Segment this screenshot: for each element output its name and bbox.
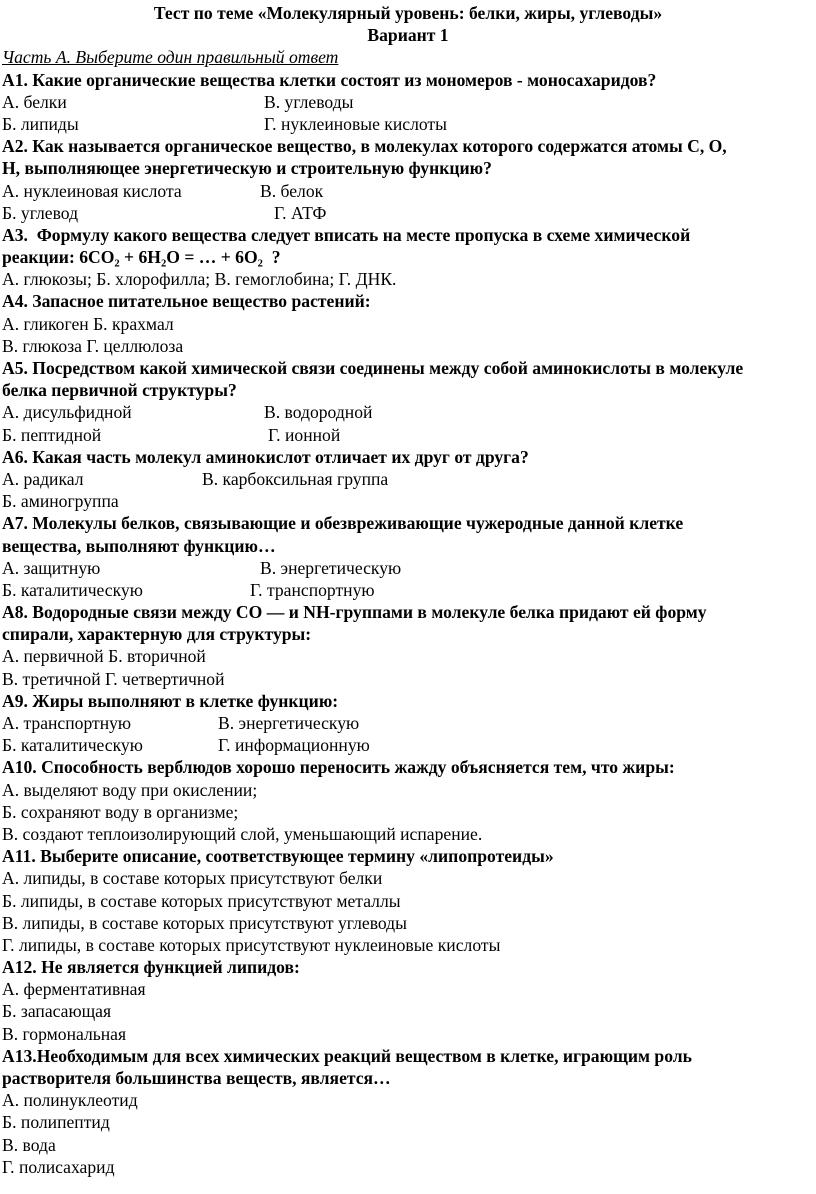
- answer-option: А. гликоген Б. крахмал: [2, 313, 174, 334]
- question-text: А11. Выберите описание, соответствующее термину «липопротеиды»: [2, 846, 554, 867]
- question-text: А13.Необходимым для всех химических реакций веществом в клетке, играющим роль: [2, 1045, 692, 1066]
- answer-row: [2, 912, 814, 934]
- answer-row: [2, 867, 814, 889]
- question-text: А4. Запасное питательное вещество растений:: [2, 291, 371, 312]
- question-text: спирали, характерную для структуры:: [2, 624, 312, 645]
- answer-option: Г. нуклеиновые кислоты: [264, 113, 447, 134]
- answer-option: Б. сохраняют воду в организме;: [2, 801, 239, 822]
- question-block: [2, 290, 814, 357]
- answer-row: [2, 1134, 814, 1156]
- question-text: А12. Не является функцией липидов:: [2, 957, 300, 978]
- answer-option: Б. углевод: [2, 202, 79, 223]
- answer-option: А. глюкозы; Б. хлорофилла; В. гемоглобина; Г. ДНК.: [2, 269, 397, 290]
- answer-option: В. создают теплоизолирующий слой, уменьшающий испарение.: [2, 823, 483, 844]
- answer-option: Г. информационную: [218, 735, 370, 756]
- answer-option: А. дисульфидной: [2, 402, 132, 423]
- answer-option: Г. АТФ: [274, 202, 327, 223]
- answer-option: В. третичной Г. четвертичной: [2, 668, 225, 689]
- answer-row: [2, 424, 814, 446]
- answer-row: [2, 313, 814, 335]
- question-block: [2, 69, 814, 136]
- answer-row: [2, 801, 814, 823]
- document-title: Тест по теме «Молекулярный уровень: белки, жиры, углеводы»: [153, 3, 663, 23]
- question-block: [2, 512, 814, 601]
- answer-option: А. полинуклеотид: [2, 1090, 138, 1111]
- answer-option: А. нуклеиновая кислота: [2, 180, 182, 201]
- answer-option: В. энергетическую: [218, 713, 360, 733]
- answer-row: [2, 712, 814, 734]
- answer-option: В. карбоксильная группа: [202, 468, 389, 489]
- question-block: [2, 357, 814, 446]
- variant-heading: Вариант 1: [367, 25, 449, 46]
- answer-option: А. радикал: [2, 468, 84, 489]
- answer-row: [2, 1111, 814, 1133]
- answer-row: [2, 1089, 814, 1111]
- answer-row: [2, 934, 814, 956]
- answer-option: В. вода: [2, 1134, 56, 1155]
- answer-row: [2, 823, 814, 845]
- answer-row: [2, 202, 814, 224]
- answer-option: Б. каталитическую: [2, 579, 143, 600]
- answer-row: [2, 734, 814, 756]
- question-block: [2, 956, 814, 1045]
- answer-option: В. гормональная: [2, 1023, 127, 1044]
- answer-row: [2, 668, 814, 690]
- answer-row: [2, 579, 814, 601]
- question-block: [2, 601, 814, 690]
- answer-option: Г. полисахарид: [2, 1156, 115, 1177]
- answer-option: В. белок: [260, 180, 324, 201]
- answer-row: [2, 401, 814, 423]
- answer-option: А. ферментативная: [2, 979, 146, 1000]
- answer-option: В. глюкоза Г. целлюлоза: [2, 335, 184, 356]
- answer-row: [2, 779, 814, 801]
- answer-row: [2, 91, 814, 113]
- answer-option: В. липиды, в составе которых присутствуют углеводы: [2, 912, 407, 933]
- question-list: [2, 69, 814, 1178]
- question-text: А6. Какая часть молекул аминокислот отличает их друг от друга?: [2, 446, 529, 467]
- answer-option: А. выделяют воду при окислении;: [2, 779, 258, 800]
- question-text: А1. Какие органические вещества клетки состоят из мономеров - моносахаридов?: [2, 69, 657, 90]
- answer-row: [2, 1023, 814, 1045]
- answer-option: Г. липиды, в составе которых присутствуют нуклеиновые кислоты: [2, 934, 501, 955]
- answer-row: [2, 268, 814, 290]
- question-text: А3. Формулу какого вещества следует вписать на месте пропуска в схеме химической: [2, 224, 691, 245]
- question-text: А5. Посредством какой химической связи соединены между собой аминокислоты в молекуле: [2, 358, 744, 378]
- answer-option: В. энергетическую: [260, 557, 402, 578]
- answer-option: Б. пептидной: [2, 424, 102, 445]
- answer-row: [2, 978, 814, 1000]
- answer-option: А. первичной Б. вторичной: [2, 646, 206, 667]
- answer-option: Б. липиды: [2, 113, 79, 134]
- question-block: [2, 224, 814, 291]
- answer-row: [2, 180, 814, 202]
- answer-option: Б. запасающая: [2, 1001, 112, 1022]
- question-text: А9. Жиры выполняют в клетке функцию:: [2, 690, 339, 711]
- question-text: Н, выполняющее энергетическую и строительную функцию?: [2, 158, 492, 179]
- question-block: [2, 690, 814, 757]
- question-block: [2, 446, 814, 513]
- answer-row: [2, 1000, 814, 1022]
- answer-row: [2, 468, 814, 490]
- answer-option: Г. транспортную: [250, 579, 375, 600]
- answer-option: А. липиды, в составе которых присутствуют белки: [2, 868, 383, 889]
- answer-option: Б. липиды, в составе которых присутствуют металлы: [2, 890, 401, 911]
- question-text: белка первичной структуры?: [2, 380, 237, 401]
- answer-row: [2, 1156, 814, 1178]
- answer-option: А. белки: [2, 91, 67, 112]
- question-text: А7. Молекулы белков, связывающие и обезвреживающие чужеродные данной клетке: [2, 513, 684, 534]
- answer-row: [2, 890, 814, 912]
- answer-row: [2, 645, 814, 667]
- part-heading: Часть А. Выберите один правильный ответ: [2, 47, 339, 68]
- document-page: [2, 2, 814, 1178]
- question-text: А10. Способность верблюдов хорошо переносить жажду объясняется тем, что жиры:: [2, 757, 675, 778]
- question-text: вещества, выполняют функцию…: [2, 535, 276, 556]
- question-text: реакции: 6CO₂ + 6H₂O = … + 6O₂ ?: [2, 247, 281, 268]
- answer-option: Б. полипептид: [2, 1112, 110, 1133]
- question-text: растворителя большинства веществ, является…: [2, 1068, 391, 1088]
- answer-option: Б. каталитическую: [2, 735, 143, 756]
- answer-option: А. транспортную: [2, 713, 132, 733]
- question-block: [2, 135, 814, 224]
- question-block: [2, 845, 814, 956]
- answer-option: А. защитную: [2, 557, 101, 578]
- question-block: [2, 1045, 814, 1178]
- answer-option: Б. аминогруппа: [2, 491, 119, 512]
- answer-option: В. углеводы: [264, 91, 354, 112]
- answer-row: [2, 490, 814, 512]
- answer-row: [2, 113, 814, 135]
- question-block: [2, 756, 814, 845]
- question-text: А8. Водородные связи между СО — и NH-группами в молекуле белка придают ей форму: [2, 602, 707, 623]
- answer-row: [2, 557, 814, 579]
- question-text: А2. Как называется органическое вещество, в молекулах которого содержатся атомы С, О,: [2, 136, 727, 157]
- answer-row: [2, 335, 814, 357]
- answer-option: В. водородной: [264, 402, 373, 423]
- answer-option: Г. ионной: [268, 424, 341, 445]
